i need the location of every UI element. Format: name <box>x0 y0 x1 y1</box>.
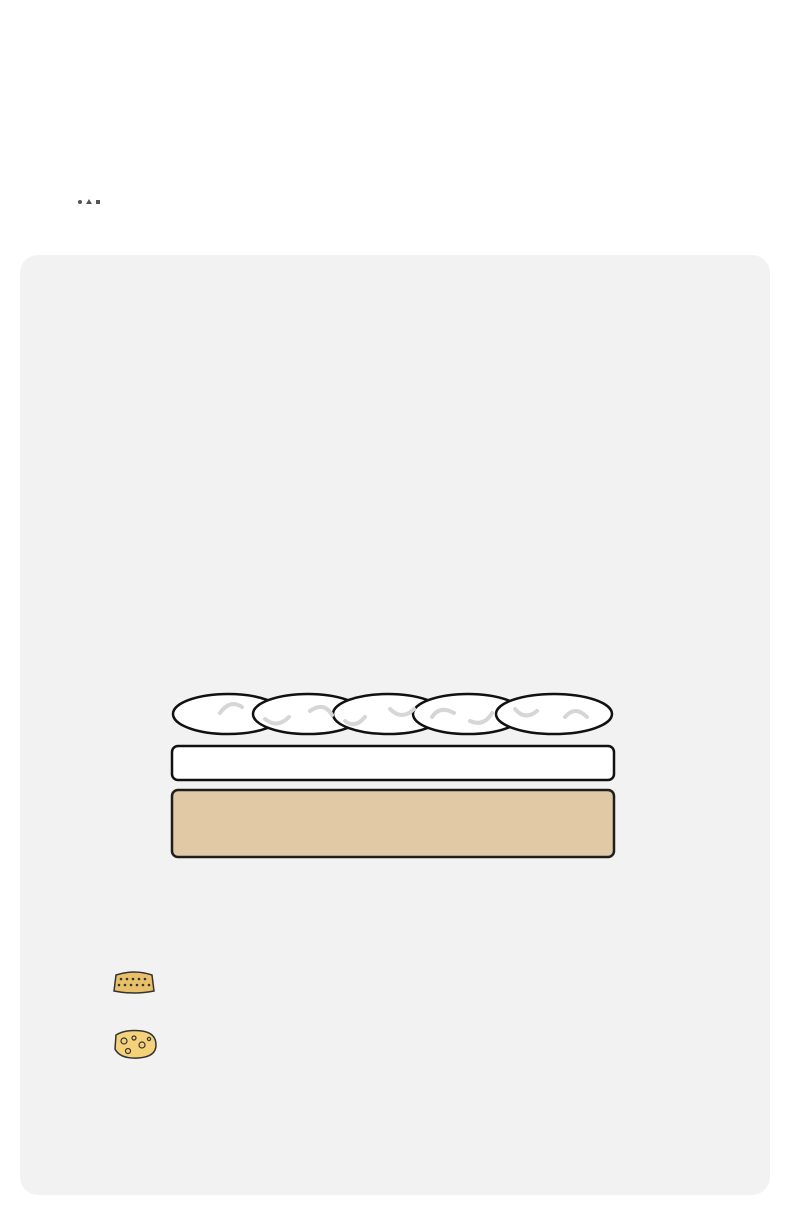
foam-icon <box>112 969 156 995</box>
foam-layer <box>172 790 614 857</box>
comfort-panel <box>20 255 770 1195</box>
latex-icon <box>112 1027 160 1061</box>
decorative-shapes <box>78 199 100 204</box>
dot-triangle-icon <box>86 199 92 204</box>
latex-layer <box>172 746 614 780</box>
dot-square-icon <box>96 200 100 204</box>
dot-circle-icon <box>78 200 82 204</box>
cushion-layers-diagram <box>170 691 616 859</box>
goose-down-layer <box>173 694 612 734</box>
